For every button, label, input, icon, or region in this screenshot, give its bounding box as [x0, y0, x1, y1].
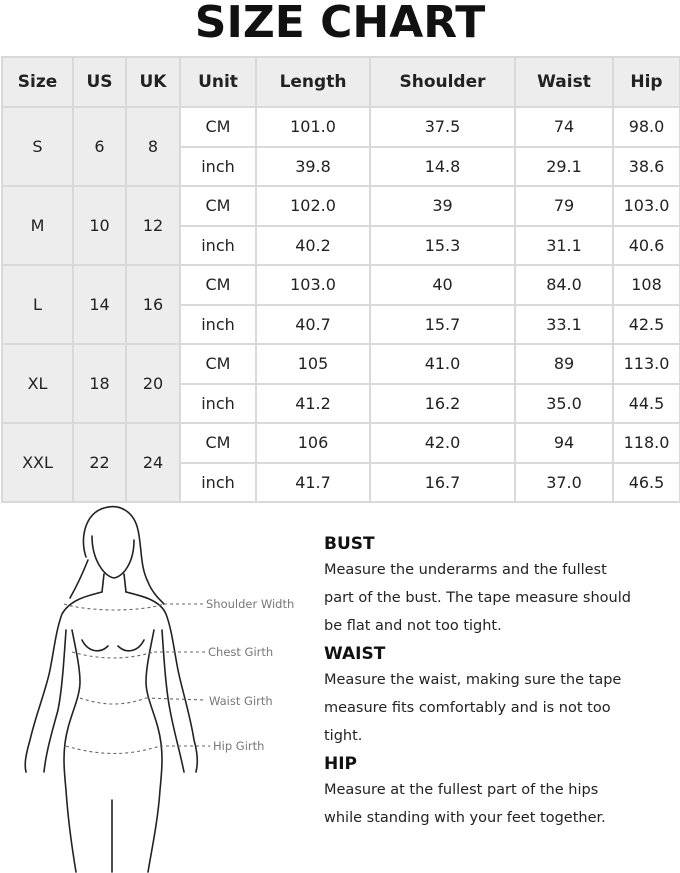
length-cell: 40.2 — [256, 226, 370, 266]
hip-girth-label: Hip Girth — [213, 739, 265, 753]
table-row — [2, 107, 680, 147]
size-cell: S — [2, 107, 73, 186]
guide-line: Measure the waist, making sure the tape — [324, 672, 622, 688]
waist-cell: 33.1 — [515, 305, 613, 345]
header-unit: Unit — [180, 57, 256, 107]
us-size-cell: 22 — [73, 423, 126, 502]
unit-cell: CM — [180, 107, 256, 147]
length-cell: 106 — [256, 423, 370, 463]
unit-cell: CM — [180, 344, 256, 384]
header-shoulder: Shoulder — [370, 57, 515, 107]
size-cell: M — [2, 186, 73, 265]
shoulder-cell: 40 — [370, 265, 515, 305]
length-cell: 41.7 — [256, 463, 370, 503]
us-size-cell: 14 — [73, 265, 126, 344]
guide-line: be flat and not too tight. — [324, 618, 502, 634]
guide-line: while standing with your feet together. — [324, 810, 606, 826]
shoulder-cell: 41.0 — [370, 344, 515, 384]
hip-cell: 46.5 — [613, 463, 680, 503]
unit-cell: CM — [180, 265, 256, 305]
table-row — [2, 265, 680, 305]
shoulder-cell: 39 — [370, 186, 515, 226]
waist-cell: 31.1 — [515, 226, 613, 266]
unit-cell: inch — [180, 384, 256, 424]
size-cell: L — [2, 265, 73, 344]
shoulder-cell: 42.0 — [370, 423, 515, 463]
waist-cell: 37.0 — [515, 463, 613, 503]
hip-cell: 98.0 — [613, 107, 680, 147]
shoulder-cell: 37.5 — [370, 107, 515, 147]
shoulder-cell: 16.7 — [370, 463, 515, 503]
guide-line: measure fits comfortably and is not too — [324, 700, 611, 716]
unit-cell: CM — [180, 186, 256, 226]
header-hip: Hip — [613, 57, 680, 107]
length-cell: 103.0 — [256, 265, 370, 305]
header-uk: UK — [126, 57, 180, 107]
header-waist: Waist — [515, 57, 613, 107]
length-cell: 41.2 — [256, 384, 370, 424]
waist-cell: 74 — [515, 107, 613, 147]
shoulder-cell: 14.8 — [370, 147, 515, 187]
unit-cell: inch — [180, 226, 256, 266]
bust-instructions — [324, 556, 674, 640]
uk-size-cell: 24 — [126, 423, 180, 502]
header-size: Size — [2, 57, 73, 107]
bust-heading: BUST — [324, 534, 375, 554]
measurement-guide — [324, 532, 674, 834]
guide-line: Measure the underarms and the fullest — [324, 562, 607, 578]
uk-size-cell: 8 — [126, 107, 180, 186]
length-cell: 101.0 — [256, 107, 370, 147]
waist-cell: 79 — [515, 186, 613, 226]
hip-heading: HIP — [324, 754, 358, 774]
us-size-cell: 6 — [73, 107, 126, 186]
waist-cell: 84.0 — [515, 265, 613, 305]
waist-girth-label: Waist Girth — [209, 694, 273, 708]
size-cell: XL — [2, 344, 73, 423]
unit-cell: CM — [180, 423, 256, 463]
table-row — [2, 344, 680, 384]
waist-cell: 35.0 — [515, 384, 613, 424]
waist-cell: 29.1 — [515, 147, 613, 187]
hip-cell: 118.0 — [613, 423, 680, 463]
waist-cell: 94 — [515, 423, 613, 463]
size-chart-table — [1, 56, 680, 503]
table-row — [2, 186, 680, 226]
shoulder-cell: 15.7 — [370, 305, 515, 345]
size-cell: XXL — [2, 423, 73, 502]
header-length: Length — [256, 57, 370, 107]
shoulder-width-label: Shoulder Width — [206, 597, 295, 611]
table-row — [2, 423, 680, 463]
hip-cell: 113.0 — [613, 344, 680, 384]
hip-cell: 40.6 — [613, 226, 680, 266]
page-title: SIZE CHART — [194, 0, 486, 48]
guide-line: Measure at the fullest part of the hips — [324, 782, 599, 798]
shoulder-cell: 15.3 — [370, 226, 515, 266]
uk-size-cell: 16 — [126, 265, 180, 344]
unit-cell: inch — [180, 305, 256, 345]
body-measurement-figure — [0, 500, 320, 873]
hip-cell: 42.5 — [613, 305, 680, 345]
hip-cell: 103.0 — [613, 186, 680, 226]
shoulder-cell: 16.2 — [370, 384, 515, 424]
hip-instructions — [324, 776, 674, 832]
length-cell: 39.8 — [256, 147, 370, 187]
length-cell: 102.0 — [256, 186, 370, 226]
uk-size-cell: 12 — [126, 186, 180, 265]
us-size-cell: 18 — [73, 344, 126, 423]
length-cell: 105 — [256, 344, 370, 384]
us-size-cell: 10 — [73, 186, 126, 265]
hip-cell: 44.5 — [613, 384, 680, 424]
header-us: US — [73, 57, 126, 107]
waist-instructions — [324, 666, 674, 750]
guide-line: tight. — [324, 728, 363, 744]
uk-size-cell: 20 — [126, 344, 180, 423]
hip-cell: 108 — [613, 265, 680, 305]
unit-cell: inch — [180, 147, 256, 187]
unit-cell: inch — [180, 463, 256, 503]
guide-line: part of the bust. The tape measure should — [324, 590, 631, 606]
length-cell: 40.7 — [256, 305, 370, 345]
waist-heading: WAIST — [324, 644, 386, 664]
hip-cell: 38.6 — [613, 147, 680, 187]
waist-cell: 89 — [515, 344, 613, 384]
body-outline-illustration — [0, 500, 320, 873]
chest-girth-label: Chest Girth — [208, 645, 274, 659]
table-header-row — [2, 57, 680, 107]
